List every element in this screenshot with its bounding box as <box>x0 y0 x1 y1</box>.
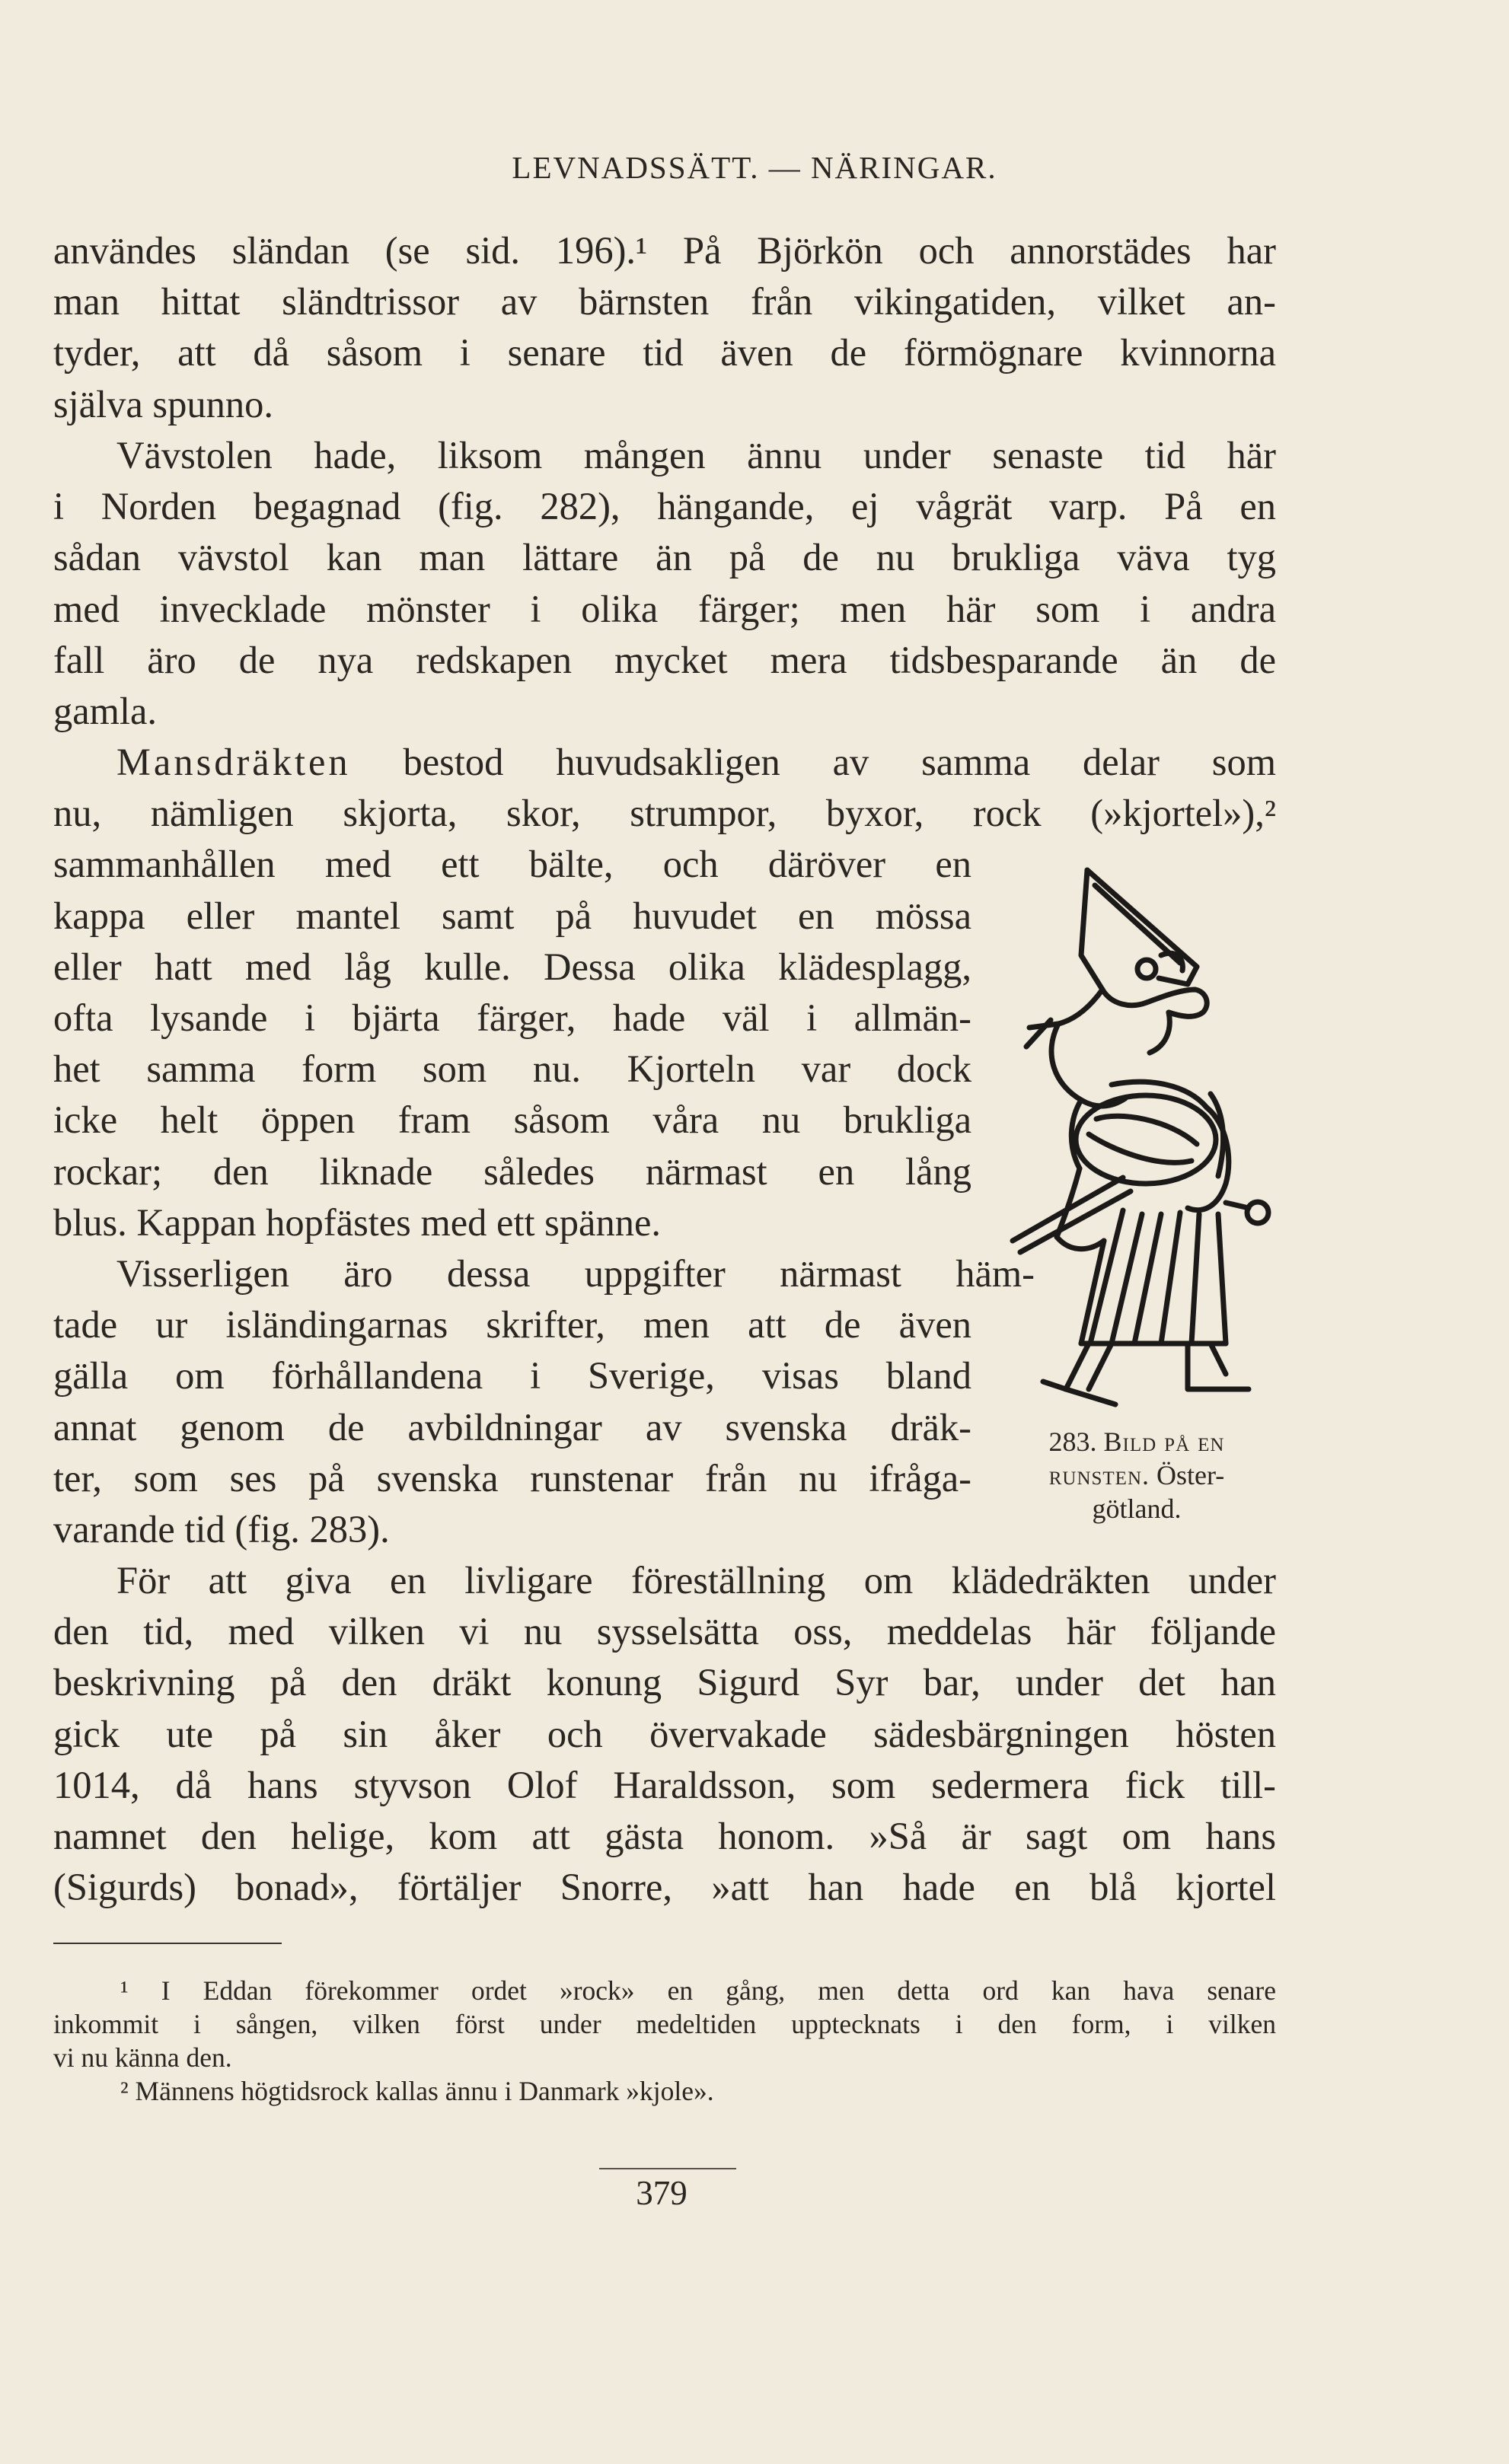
footnotes <box>53 1974 1276 2108</box>
emphasized-term: Mansdräkten <box>116 741 351 783</box>
text-line: tyder, att då såsom i senare tid även de förmögnare kvinnorna <box>53 331 1276 375</box>
text-line: användes sländan (se sid. 196).¹ På Björkön och annorstädes har <box>53 229 1276 272</box>
footnote-2: ² Männens högtidsrock kallas ännu i Danmark »kjole». <box>120 2076 714 2106</box>
caption-line-3: götland. <box>1092 1493 1182 1524</box>
text-line: rockar; den liknade således närmast en lång <box>53 1149 971 1193</box>
text-line: ter, som ses på svenska runstenar från nu ifråga- <box>53 1456 971 1500</box>
text-line: tade ur isländingarnas skrifter, men att de även <box>53 1303 971 1347</box>
footnote-1-line: inkommit i sången, vilken först under medeltiden upptecknats i den form, i vilken <box>53 2009 1276 2039</box>
text-line: sammanhållen med ett bälte, och däröver en <box>53 843 971 886</box>
footnote-1-line: vi nu känna den. <box>53 2042 232 2073</box>
paragraph-1 <box>53 225 1276 430</box>
text-line: gamla. <box>53 689 158 732</box>
text-line: gick ute på sin åker och övervakade sädesbärgningen hösten <box>53 1712 1276 1755</box>
text-line: namnet den helige, kom att gästa honom. »Så är sagt om hans <box>53 1814 1276 1857</box>
text-line: beskrivning på den dräkt konung Sigurd Syr bar, under det han <box>53 1661 1276 1704</box>
text-line: själva spunno. <box>53 382 273 426</box>
text-line: fall äro de nya redskapen mycket mera tidsbesparande än de <box>53 638 1276 681</box>
text-line: gälla om förhållandena i Sverige, visas bland <box>53 1354 971 1398</box>
text-line: kappa eller mantel samt på huvudet en mössa <box>53 894 971 937</box>
text-line: man hittat sländtrissor av bärnsten från vikingatiden, vilket an- <box>53 280 1276 324</box>
text-line: Visserligen äro dessa uppgifter närmast häm- <box>116 1252 1035 1295</box>
text-line: (Sigurds) bonad», förtäljer Snorre, »att han hade en blå kjortel <box>53 1866 1276 1909</box>
text-line: sådan vävstol kan man lättare än på de nu brukliga väva tyg <box>53 536 1276 579</box>
caption-line-2: runsten. Öster- <box>1048 1460 1225 1490</box>
text-line: het samma form som nu. Kjorteln var dock <box>53 1047 971 1091</box>
text-line: Vävstolen hade, liksom mången ännu under senaste tid här <box>116 434 1276 477</box>
text-line: nu, nämligen skjorta, skor, strumpor, byxor, rock (»kjortel»),² <box>53 792 1276 835</box>
runestone-figure-drawing <box>997 856 1271 1427</box>
text-line: För att giva en livligare föreställning om klädedräkten under <box>116 1559 1276 1602</box>
text-line: eller hatt med låg kulle. Dessa olika klädesplagg, <box>53 945 971 988</box>
running-header: LEVNADSSÄTT. — NÄRINGAR. <box>512 150 997 185</box>
text-line: den tid, med vilken vi nu sysselsätta oss, meddelas här följande <box>53 1610 1276 1653</box>
text-line: annat genom de avbildningar av svenska dräk- <box>53 1405 971 1449</box>
paragraph-5 <box>53 1555 1276 1913</box>
text-line: Mansdräkten bestod huvudsakligen av samma delar som <box>116 741 1276 783</box>
figure-caption <box>996 1425 1278 1525</box>
text-line: blus. Kappan hopfästes med ett spänne. <box>53 1200 661 1244</box>
text-line: 1014, då hans styvson Olof Haraldsson, som sedermera fick till- <box>53 1763 1276 1806</box>
footnote-divider <box>53 1943 282 1944</box>
caption-line-1: 283. Bild på en <box>1048 1426 1225 1457</box>
text-line: ofta lysande i bjärta färger, hade väl i allmän- <box>53 996 971 1039</box>
text-line: i Norden begagnad (fig. 282), hängande, ej vågrät varp. På en <box>53 485 1276 528</box>
footnote-1-line: ¹ I Eddan förekommer ordet »rock» en gång, men detta ord kan hava senare <box>120 1975 1276 2006</box>
text-line: varande tid (fig. 283). <box>53 1507 390 1551</box>
text-line: med invecklade mönster i olika färger; men här som i andra <box>53 587 1276 630</box>
paragraph-2 <box>53 430 1276 737</box>
page-number-rule <box>599 2168 736 2169</box>
text-line: icke helt öppen fram såsom våra nu brukliga <box>53 1098 971 1142</box>
runestone-figure-icon <box>997 856 1271 1427</box>
page-number: 379 <box>636 2174 688 2212</box>
